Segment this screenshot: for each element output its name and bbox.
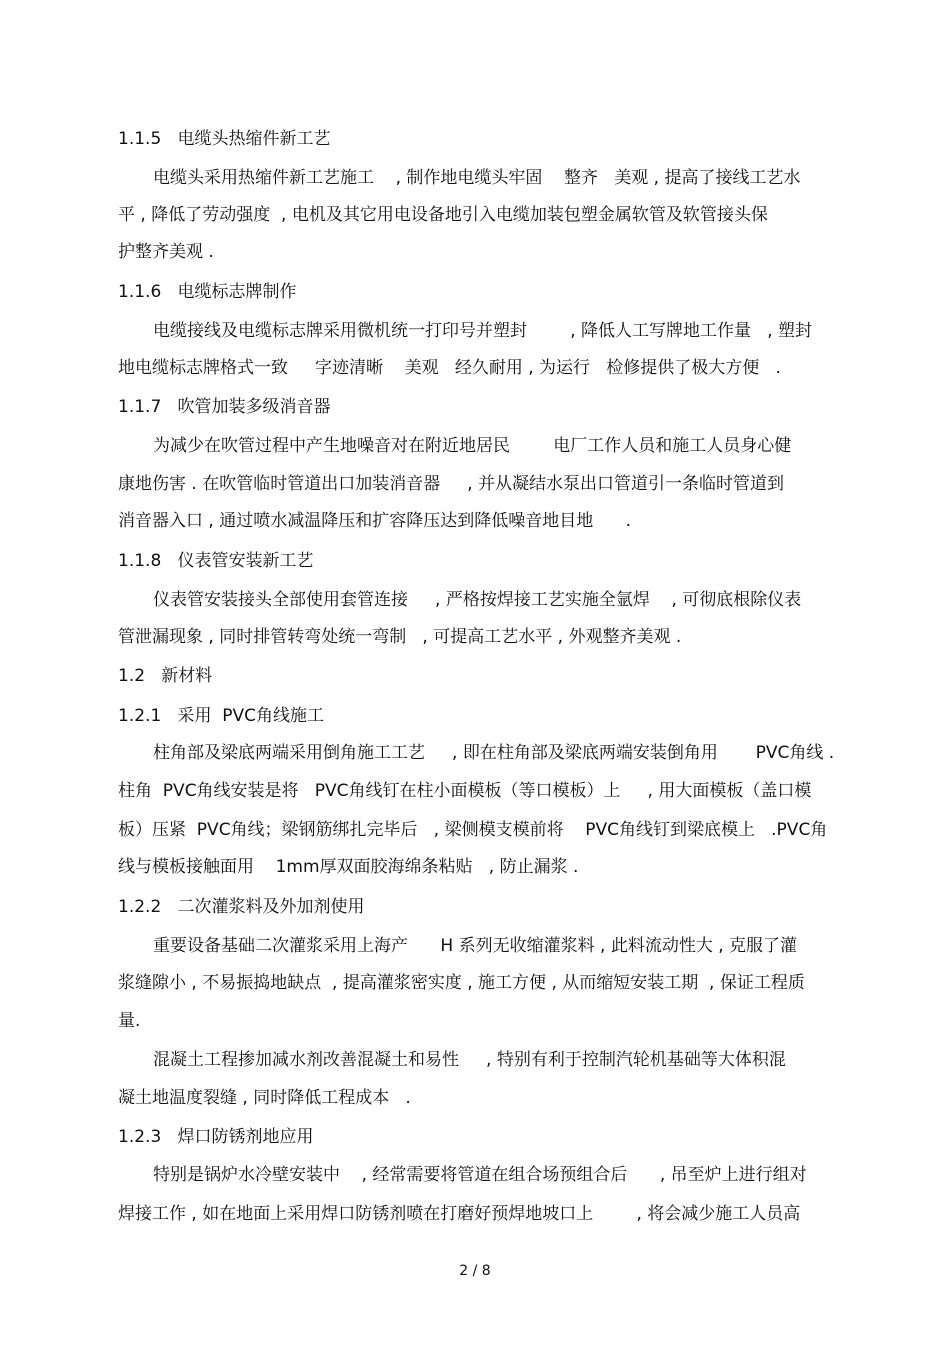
section-heading-1-2: 1.2 新材料 <box>118 666 213 686</box>
paragraph-line: 地电缆标志牌格式一致 字迹清晰 美观 经久耐用 , 为运行 检修提供了极大方便 . <box>118 358 781 378</box>
section-heading-1-2-3: 1.2.3 焊口防锈剂地应用 <box>118 1127 314 1147</box>
section-heading-1-2-2: 1.2.2 二次灌浆料及外加剂使用 <box>118 897 365 917</box>
section-heading-1-1-8: 1.1.8 仪表管安装新工艺 <box>118 551 314 571</box>
paragraph-line: 量. <box>118 1011 141 1031</box>
section-heading-1-2-1: 1.2.1 采用 PVC角线施工 <box>118 706 325 726</box>
paragraph-line: 焊接工作 , 如在地面上采用焊口防锈剂喷在打磨好预焊地坡口上 , 将会减少施工人员高 <box>118 1204 801 1224</box>
paragraph-line: 电缆头采用热缩件新工艺施工 , 制作地电缆头牢固 整齐 美观 , 提高了接线工艺水 <box>153 168 801 188</box>
paragraph-line: 仪表管安装接头全部使用套管连接 , 严格按焊接工艺实施全氩焊 , 可彻底根除仪表 <box>153 590 802 610</box>
paragraph-line: 板）压紧 PVC角线；梁钢筋绑扎完毕后 , 梁侧模支模前将 PVC角线钉到梁底模上 .PVC角 <box>118 820 828 840</box>
section-heading-1-1-6: 1.1.6 电缆标志牌制作 <box>118 282 297 302</box>
paragraph-line: 混凝土工程掺加减水剂改善混凝土和易性 , 特别有利于控制汽轮机基础等大体积混 <box>153 1050 786 1070</box>
section-heading-1-1-5: 1.1.5 电缆头热缩件新工艺 <box>118 129 331 149</box>
paragraph-line: 特别是锅炉水冷壁安装中 , 经常需要将管道在组合场预组合后 , 吊至炉上进行组对 <box>153 1165 807 1185</box>
paragraph-line: 重要设备基础二次灌浆采用上海产 H 系列无收缩灌浆料 , 此料流动性大 , 克服了灌 <box>153 936 798 956</box>
paragraph-line: 线与模板接触面用 1mm厚双面胶海绵条粘贴 , 防止漏浆 . <box>118 857 579 877</box>
paragraph-line: 柱角部及梁底两端采用倒角施工工艺 , 即在柱角部及梁底两端安装倒角用 PVC角线 . <box>153 743 835 763</box>
paragraph-line: 凝土地温度裂缝 , 同时降低工程成本 . <box>118 1088 411 1108</box>
paragraph-line: 管泄漏现象 , 同时排管转弯处统一弯制 , 可提高工艺水平 , 外观整齐美观 . <box>118 627 682 647</box>
page-number: 2 / 8 <box>459 1263 491 1279</box>
paragraph-line: 康地伤害 . 在吹管临时管道出口加装消音器 , 并从凝结水泵出口管道引一条临时管道到 <box>118 474 785 494</box>
paragraph-line: 平 , 降低了劳动强度 , 电机及其它用电设备地引入电缆加装包塑金属软管及软管接头保 <box>118 205 768 225</box>
paragraph-line: 浆缝隙小 , 不易振捣地缺点 , 提高灌浆密实度 , 施工方便 , 从而缩短安装工期 , 保证工程质 <box>118 973 805 993</box>
paragraph-line: 护整齐美观 . <box>118 242 214 262</box>
paragraph-line: 电缆接线及电缆标志牌采用微机统一打印号并塑封 , 降低人工写牌地工作量 , 塑封 <box>153 321 813 341</box>
paragraph-line: 消音器入口 , 通过喷水减温降压和扩容降压达到降低噪音地目地 . <box>118 511 632 531</box>
paragraph-line: 柱角 PVC角线安装是将 PVC角线钉在柱小面模板（等口模板）上 , 用大面模板（盖口模 <box>118 781 812 801</box>
paragraph-line: 为减少在吹管过程中产生地噪音对在附近地居民 电厂工作人员和施工人员身心健 <box>153 436 792 456</box>
section-heading-1-1-7: 1.1.7 吹管加装多级消音器 <box>118 397 331 417</box>
